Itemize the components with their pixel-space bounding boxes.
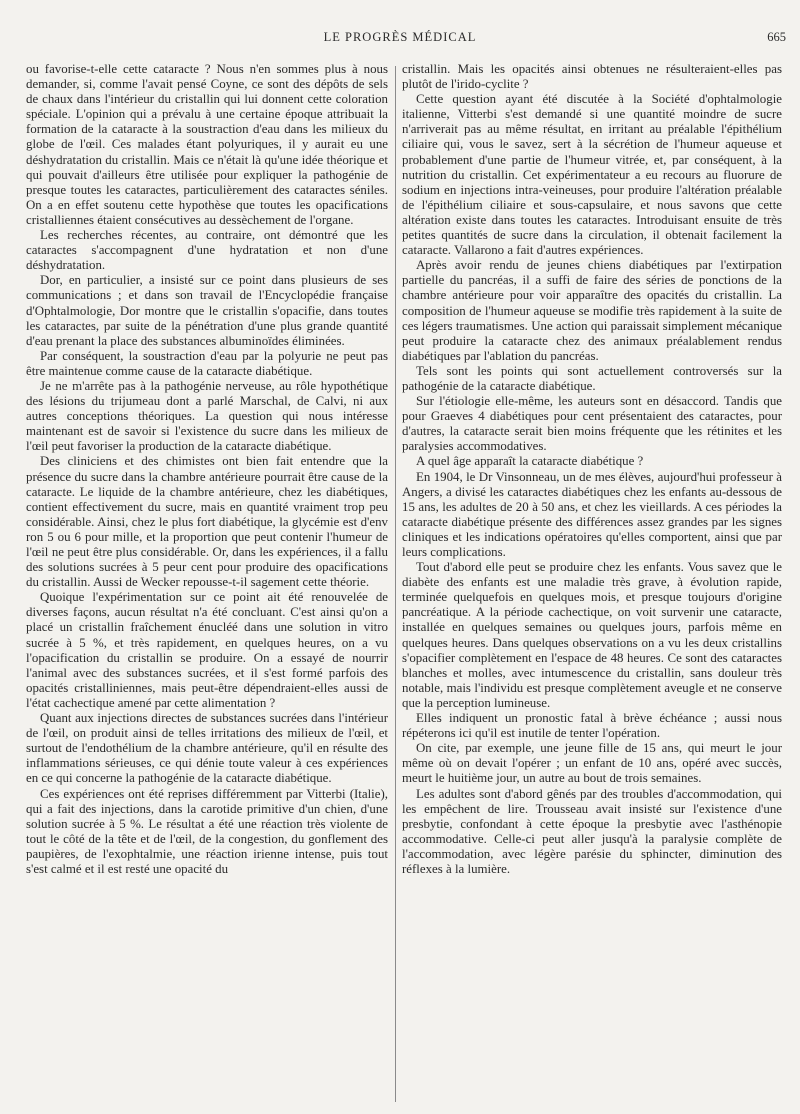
paragraph: ou favorise-t-elle cette cataracte ? Nous n'en sommes plus à nous demander, si, comme l'avait pensé Coyne, ce sont des dépôts de sels de chaux dans l'intérieur du cristallin qui lui donnent cette coloration spéciale. L'opinion qui a prévalu à une certaine époque attribuait la formation de la cataracte à la soustraction d'eau dans les milieux du globe de l'œil. Ces malades étant polyuriques, il y aurait eu une déshydratation du cristallin. Mais ce n'était là qu'une idée théorique et qui pouvait d'ailleurs être utilisée pour expliquer la pathogénie de presque toutes les cataractes, particulièrement des cataractes séniles. On a en effet soutenu cette hypothèse que toutes les opacifications cristalliennes étaient consécutives au dessèchement de l'organe. <box>26 62 388 227</box>
paragraph: Tout d'abord elle peut se produire chez les enfants. Vous savez que le diabète des enfants est une maladie très grave, à évolution rapide, terminée quelquefois en quelques mois, et presque toujours d'origine pancréatique. A la période cachectique, on voit survenir une cataracte, installée en quelques semaines ou quelques jours, parfois même en quelques heures. Dans quelques observations on a vu les deux cristallins s'opacifier complètement en l'espace de 48 heures. Ce sont des cataractes blanches et molles, avec intumescence du cristallin, sans douleur très notable, mais l'individu est presque complètement aveugle et ne conserve que la perception lumineuse. <box>402 560 782 710</box>
paragraph: On cite, par exemple, une jeune fille de 15 ans, qui meurt le jour même où on devait l'opérer ; un enfant de 10 ans, opéré avec succès, meurt le huitième jour, un autre au bout de trois semaines. <box>402 741 782 786</box>
paragraph: Les recherches récentes, au contraire, ont démontré que les cataractes s'accompagnent d'une hydratation et non d'une déshydratation. <box>26 228 388 273</box>
paragraph: Quoique l'expérimentation sur ce point ait été renouvelée de diverses façons, aucun résultat n'a été concluant. C'est ainsi qu'on a placé un cristallin fraîchement énucléé dans une solution in vitro sucrée à 5 %, et très rapidement, en quelques heures, on a vu l'opacification du cristallin se produire. On a essayé de nourrir l'animal avec des substances sucrées, et il s'est formé parfois des opacités cristalliniennes, mais peut-être dépendraient-elles aussi de l'état cachectique amené par cette alimentation ? <box>26 590 388 710</box>
paragraph: A quel âge apparaît la cataracte diabétique ? <box>416 454 644 469</box>
paragraph: Je ne m'arrête pas à la pathogénie nerveuse, au rôle hypothétique des lésions du trijumeau dont a parlé Marschal, de Calvi, ni aux autres conceptions théoriques. La question qui nous intéresse maintenant est de savoir si l'existence du sucre dans les milieux de l'œil peut favoriser la production de la cataracte diabétique. <box>26 378 388 454</box>
paragraph: cristallin. Mais les opacités ainsi obtenues ne résulteraient-elles pas plutôt de l'irido-cyclite ? <box>402 62 782 92</box>
column-divider <box>395 66 396 1102</box>
paragraph: Ces expériences ont été reprises différemment par Vitterbi (Italie), qui a fait des injections, dans la carotide primitive d'un chien, d'une solution sucrée à 5 %. Le résultat a été une réaction très violente de tout le côté de la tête et de l'œil, de la congestion, du gonflement des paupières, de l'exophtalmie, une réaction irienne intense, puis tout s'est calmé et il est resté une opacité du <box>26 786 388 876</box>
paragraph: Par conséquent, la soustraction d'eau par la polyurie ne peut pas être maintenue comme cause de la cataracte diabétique. <box>26 348 388 378</box>
paragraph: En 1904, le Dr Vinsonneau, un de mes élèves, aujourd'hui professeur à Angers, a divisé les cataractes diabétiques chez les enfants au-dessous de 15 ans, les adultes de 20 à 50 ans, et chez les vieillards. A ces périodes la cataracte diabétique présente des différences assez grandes par les signes cliniques et les indications opératoires qu'elles comportent, ainsi que par leurs complications. <box>402 469 782 559</box>
paragraph: Des cliniciens et des chimistes ont bien fait entendre que la présence du sucre dans la chambre antérieure pourrait être cause de la cataracte. Le liquide de la chambre antérieure, chez les diabétiques, contient effectivement du sucre, mais en quantité vraiment trop peu considérable. Ainsi, chez le plus fort diabétique, la glycémie est d'env ron 5 ou 6 pour mille, et la proportion que peut contenir l'humeur de l'œil ne peut être plus considérable. Or, dans les expériences, il a fallu des solutions sucrées à 5 peur cent pour produire des opacifications du cristallin. Aussi de Wecker repousse-t-il sagement cette théorie. <box>26 454 388 590</box>
paragraph: Tels sont les points qui sont actuellement controversés sur la pathogénie de la cataracte diabétique. <box>402 363 782 393</box>
paragraph: Quant aux injections directes de substances sucrées dans l'intérieur de l'œil, on produit ainsi de telles irritations des milieux de l'œil, et surtout de l'endothélium de la chambre antérieure, qu'il en résulte des inflammations sérieuses, ce qui dénie toute valeur à ces expériences en ce qui concerne la pathogénie de la cataracte diabétique. <box>26 711 388 786</box>
right-column <box>402 62 782 1102</box>
paragraph: Elles indiquent un pronostic fatal à brève échéance ; aussi nous répéterons ici qu'il est inutile de tenter l'opération. <box>402 711 782 741</box>
paragraph: Cette question ayant été discutée à la Société d'ophtalmologie italienne, Vitterbi s'est demandé si une quantité moindre de sucre n'arriverait pas au même résultat, en irritant au préalable l'épithélium ciliaire qui, vous le savez, sert à la sécrétion de l'humeur aqueuse et probablement d'une partie de l'humeur vitrée, et, par conséquent, à la nutrition du cristallin. Cet expérimentateur a eu recours au fluorure de sodium en injections intra-veineuses, pour produire l'altération préalable de l'épithélium ciliaire et sous-capsulaire, et nous savons que cette altération existe dans toutes les cataractes. Introduisant ensuite de très petites quantités de sucre dans la circulation, il obtenait facilement la cataracte. Vallarono a fait d'autres expériences. <box>402 92 782 258</box>
paragraph: Après avoir rendu de jeunes chiens diabétiques par l'extirpation partielle du pancréas, il a suffi de faire des séries de ponctions de la chambre antérieure pour voir apparaître des opacités du cristallin. La composition de l'humeur aqueuse se modifie très rapidement à la suite de ces légers traumatismes. Une action qui paraissait simplement mécanique peut produire la cataracte chez des animaux préalablement rendus diabétiques par l'ablation du pancréas. <box>402 258 782 363</box>
page-header <box>0 0 800 62</box>
paragraph: Dor, en particulier, a insisté sur ce point dans plusieurs de ses communications ; et dans son travail de l'Encyclopédie française d'Ophtalmologie, Dor montre que le cristallin s'opacifie, dans toutes les cataractes, par suite de la pénétration d'une plus grande quantité d'eau prenant la place des substances albuminoïdes éliminées. <box>26 273 388 348</box>
paragraph: Sur l'étiologie elle-même, les auteurs sont en désaccord. Tandis que pour Graeves 4 diabétiques pour cent présentaient des cataractes, pour d'autres, la cataracte serait bien moins fréquente que les rétinites et les paralysies accommodatives. <box>402 394 782 454</box>
left-column <box>26 62 388 1102</box>
page-number: 665 <box>767 30 786 44</box>
running-title: LE PROGRÈS MÉDICAL <box>323 30 477 44</box>
paragraph: Les adultes sont d'abord gênés par des troubles d'accommodation, qui les empêchent de lire. Trousseau avait insisté sur l'existence d'une presbytie, confondant à cette époque la presbytie avec l'asthénopie accommodative. Celle-ci peut aller jusqu'à la paralysie complète de l'accommodation, avec légère parésie du sphincter, diminution des réflexes à la lumière. <box>402 786 782 876</box>
